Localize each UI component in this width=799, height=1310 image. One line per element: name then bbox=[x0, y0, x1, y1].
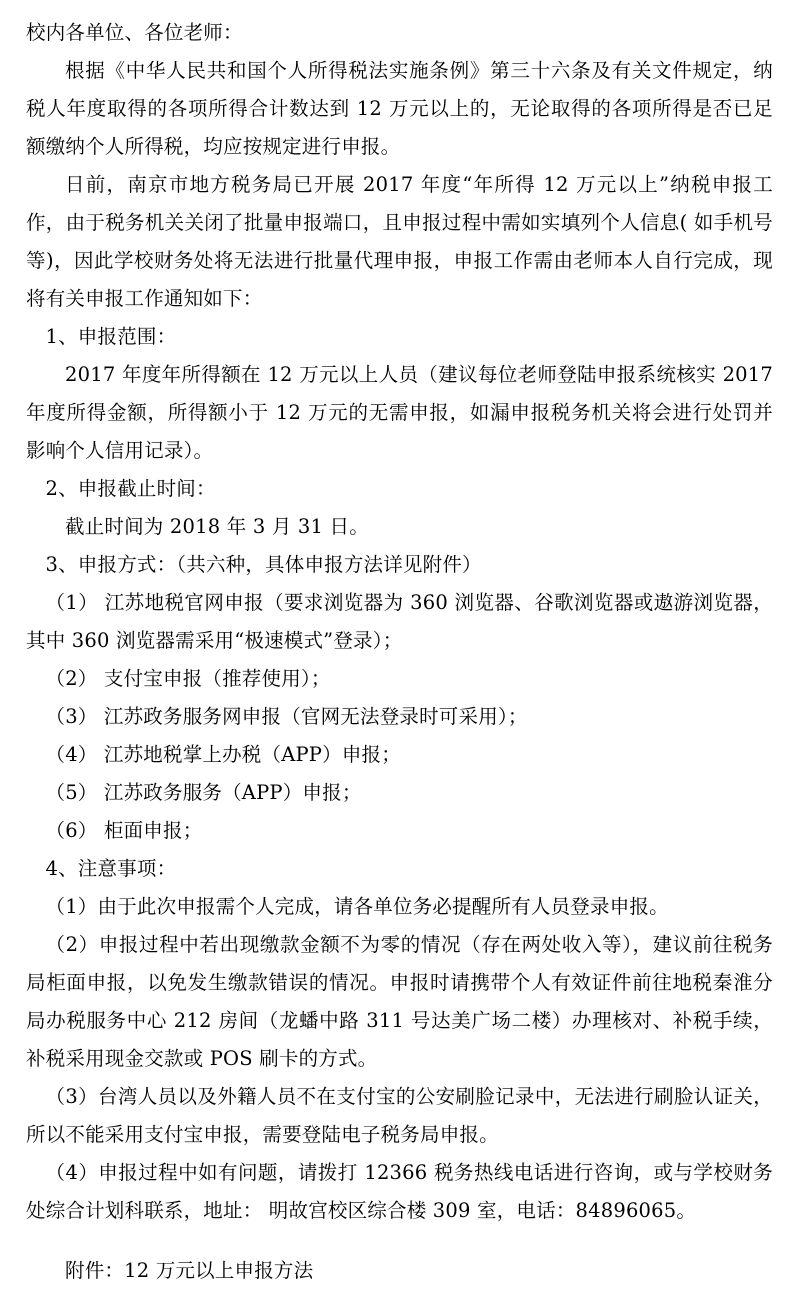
section-1-heading: 1、申报范围： bbox=[45, 325, 177, 348]
section-1-line-1: 2017 年度年所得额在 12 万元以上人员（建议每位老师登陆申报系统核实 2017 年度所得金额，所得额小于 12 万元的无需申报，如漏申报税务机关将会进行处罚并影响个人信用记录）。 bbox=[26, 363, 773, 462]
section-3-line-2: （2） 支付宝申报（推荐使用）； bbox=[45, 667, 331, 690]
section-4-line-4: （4）申报过程中如有问题，请拨打 12366 税务热线电话进行咨询，或与学校财务处综合计划科联系，地址： 明故宫校区综合楼 309 室，电话：84896065。 bbox=[26, 1161, 773, 1222]
spacer bbox=[26, 1230, 773, 1252]
section-4-line-3: （3）台湾人员以及外籍人员不在支付宝的公安刷脸记录中，无法进行刷脸认证关，所以不能采用支付宝申报，需要登陆电子税务局申报。 bbox=[26, 1085, 773, 1146]
section-2-heading: 2、申报截止时间： bbox=[45, 477, 216, 500]
section-3-line-3: （3） 江苏政务服务网申报（官网无法登录时可采用）； bbox=[45, 705, 528, 728]
section-3-line-1: （1） 江苏地税官网申报（要求浏览器为 360 浏览器、谷歌浏览器或遨游浏览器，其中 360 浏览器需采用“极速模式”登录）； bbox=[26, 591, 773, 652]
attachment-line: 附件：12 万元以上申报方法 bbox=[65, 1259, 314, 1282]
section-4-line-2: （2）申报过程中若出现缴款金额不为零的情况（存在两处收入等），建议前往税务局柜面申报，以免发生缴款错误的情况。申报时请携带个人有效证件前往地税秦淮分局办税服务中心 212 房间（龙蟠中路 311 号达美广场二楼）办理核对、补税手续，补税采用现金交款或 POS 刷卡的方式。 bbox=[26, 933, 773, 1070]
paragraph-regulation-basis: 根据《中华人民共和国个人所得税法实施条例》第三十六条及有关文件规定，纳税人年度取得的各项所得合计数达到 12 万元以上的，无论取得的各项所得是否已足额缴纳个人所得税，均应按规定进行申报。 bbox=[26, 59, 773, 158]
document-body bbox=[26, 14, 773, 1290]
section-2-line-1: 截止时间为 2018 年 3 月 31 日。 bbox=[65, 515, 369, 538]
section-4-heading: 4、注意事项： bbox=[45, 857, 177, 880]
section-3-heading: 3、申报方式：（共六种，具体申报方法详见附件） bbox=[45, 553, 482, 576]
paragraph-background: 日前，南京市地方税务局已开展 2017 年度“年所得 12 万元以上”纳税申报工作，由于税务机关关闭了批量申报端口，且申报过程中需如实填列个人信息( 如手机号等)，因此学校财务处将无法进行批量代理申报，申报工作需由老师本人自行完成，现将有关申报工作通知如下： bbox=[26, 173, 773, 310]
section-3-line-6: （6） 柜面申报； bbox=[45, 819, 203, 842]
section-4-line-1: （1）由于此次申报需个人完成，请各单位务必提醒所有人员登录申报。 bbox=[45, 895, 669, 918]
salutation: 校内各单位、各位老师： bbox=[26, 21, 243, 44]
section-3-line-5: （5） 江苏政务服务（APP）申报； bbox=[45, 781, 362, 804]
section-3-line-4: （4） 江苏地税掌上办税（APP）申报； bbox=[45, 743, 401, 766]
